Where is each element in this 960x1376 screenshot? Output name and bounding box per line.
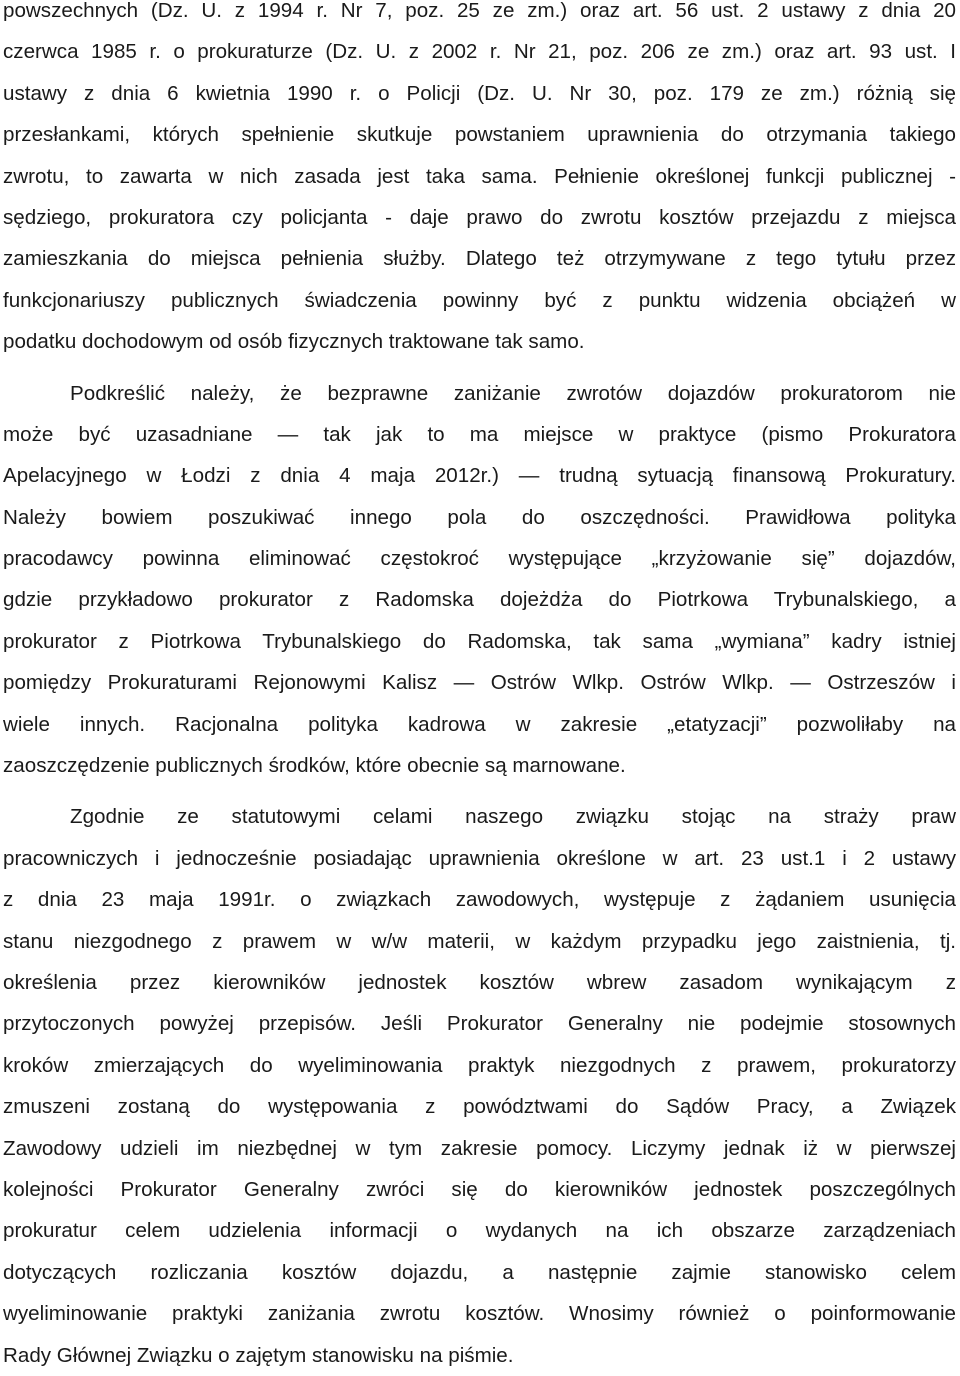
text-line: pracodawcy powinna eliminować częstokroć występujące „krzyżowanie się” dojazdów, [3, 547, 956, 571]
text-line: powszechnych (Dz. U. z 1994 r. Nr 7, poz. 25 ze zm.) oraz art. 56 ust. 2 ustawy z dnia 20 [3, 0, 956, 22]
text-line: dotyczących rozliczania kosztów dojazdu, a następnie zajmie stanowisko celem [3, 1260, 956, 1284]
text-line: Rady Głównej Związku o zajętym stanowisku na piśmie. [3, 1343, 514, 1367]
text-line: sędziego, prokuratora czy policjanta - daje prawo do zwrotu kosztów przejazdu z miejsca [3, 205, 956, 229]
paragraph-3 [3, 796, 956, 1375]
text-line: Należy bowiem poszukiwać innego pola do oszczędności. Prawidłowa polityka [3, 505, 956, 529]
text-line: gdzie przykładowo prokurator z Radomska dojeżdża do Piotrkowa Trybunalskiego, a [3, 588, 956, 612]
paragraph-1 [3, 0, 956, 363]
text-line: pracowniczych i jednocześnie posiadając uprawnienia określone w art. 23 ust.1 i 2 ustawy [3, 846, 956, 870]
text-line: stanu niezgodnego z prawem w w/w materii, w każdym przypadku jego zaistnienia, tj. [3, 929, 956, 953]
text-line: zwrotu, to zawarta w nich zasada jest taka sama. Pełnienie określonej funkcji publicznej - [3, 164, 956, 188]
text-line: czerwca 1985 r. o prokuraturze (Dz. U. z 2002 r. Nr 21, poz. 206 ze zm.) oraz art. 93 ust. I [3, 40, 956, 64]
text-line: prokuratur celem udzielenia informacji o wydanych na ich obszarze zarządzeniach [3, 1219, 956, 1243]
paragraph-gap [3, 363, 956, 373]
text-line: wyeliminowanie praktyki zaniżania zwrotu kosztów. Wnosimy również o poinformowanie [3, 1302, 956, 1326]
text-line: zamieszkania do miejsca pełnienia służby. Dlatego też otrzymywane z tego tytułu przez [3, 247, 956, 271]
text-line: zmuszeni zostaną do występowania z powództwami do Sądów Pracy, a Związek [3, 1095, 956, 1119]
text-line: kolejności Prokurator Generalny zwróci się do kierowników jednostek poszczególnych [3, 1177, 956, 1201]
text-line: funkcjonariuszy publicznych świadczenia powinny być z punktu widzenia obciążeń w [3, 288, 956, 312]
text-line: przesłankami, których spełnienie skutkuje powstaniem uprawnienia do otrzymania takiego [3, 123, 956, 147]
text-line: Apelacyjnego w Łodzi z dnia 4 maja 2012r.) — trudną sytuacją finansową Prokuratury. [3, 464, 956, 488]
text-line: prokurator z Piotrkowa Trybunalskiego do Radomska, tak sama „wymiana” kadry istniej [3, 629, 956, 653]
text-line: określenia przez kierowników jednostek kosztów wbrew zasadom wynikającym z [3, 970, 956, 994]
text-line: podatku dochodowym od osób fizycznych traktowane tak samo. [3, 330, 585, 354]
text-line: Zgodnie ze statutowymi celami naszego związku stojąc na straży praw [70, 805, 956, 829]
text-line: kroków zmierzających do wyeliminowania praktyk niezgodnych z prawem, prokuratorzy [3, 1053, 956, 1077]
paragraph-gap [3, 786, 956, 796]
text-line: Zawodowy udzieli im niezbędnej w tym zakresie pomocy. Liczymy jednak iż w pierwszej [3, 1136, 956, 1160]
text-line: Podkreślić należy, że bezprawne zaniżanie zwrotów dojazdów prokuratorom nie [70, 381, 956, 405]
text-line: wiele innych. Racjonalna polityka kadrowa w zakresie „etatyzacji” pozwoliłaby na [3, 712, 956, 736]
text-line: z dnia 23 maja 1991r. o związkach zawodowych, występuje z żądaniem usunięcia [3, 888, 956, 912]
text-line: przytoczonych powyżej przepisów. Jeśli Prokurator Generalny nie podejmie stosownych [3, 1012, 956, 1036]
text-line: pomiędzy Prokuraturami Rejonowymi Kalisz — Ostrów Wlkp. Ostrów Wlkp. — Ostrzeszów i [3, 671, 956, 695]
paragraph-2 [3, 373, 956, 787]
text-line: może być uzasadniane — tak jak to ma miejsce w praktyce (pismo Prokuratora [3, 422, 956, 446]
text-line: ustawy z dnia 6 kwietnia 1990 r. o Policji (Dz. U. Nr 30, poz. 179 ze zm.) różnią się [3, 81, 956, 105]
text-line: zaoszczędzenie publicznych środków, które obecnie są marnowane. [3, 754, 626, 778]
